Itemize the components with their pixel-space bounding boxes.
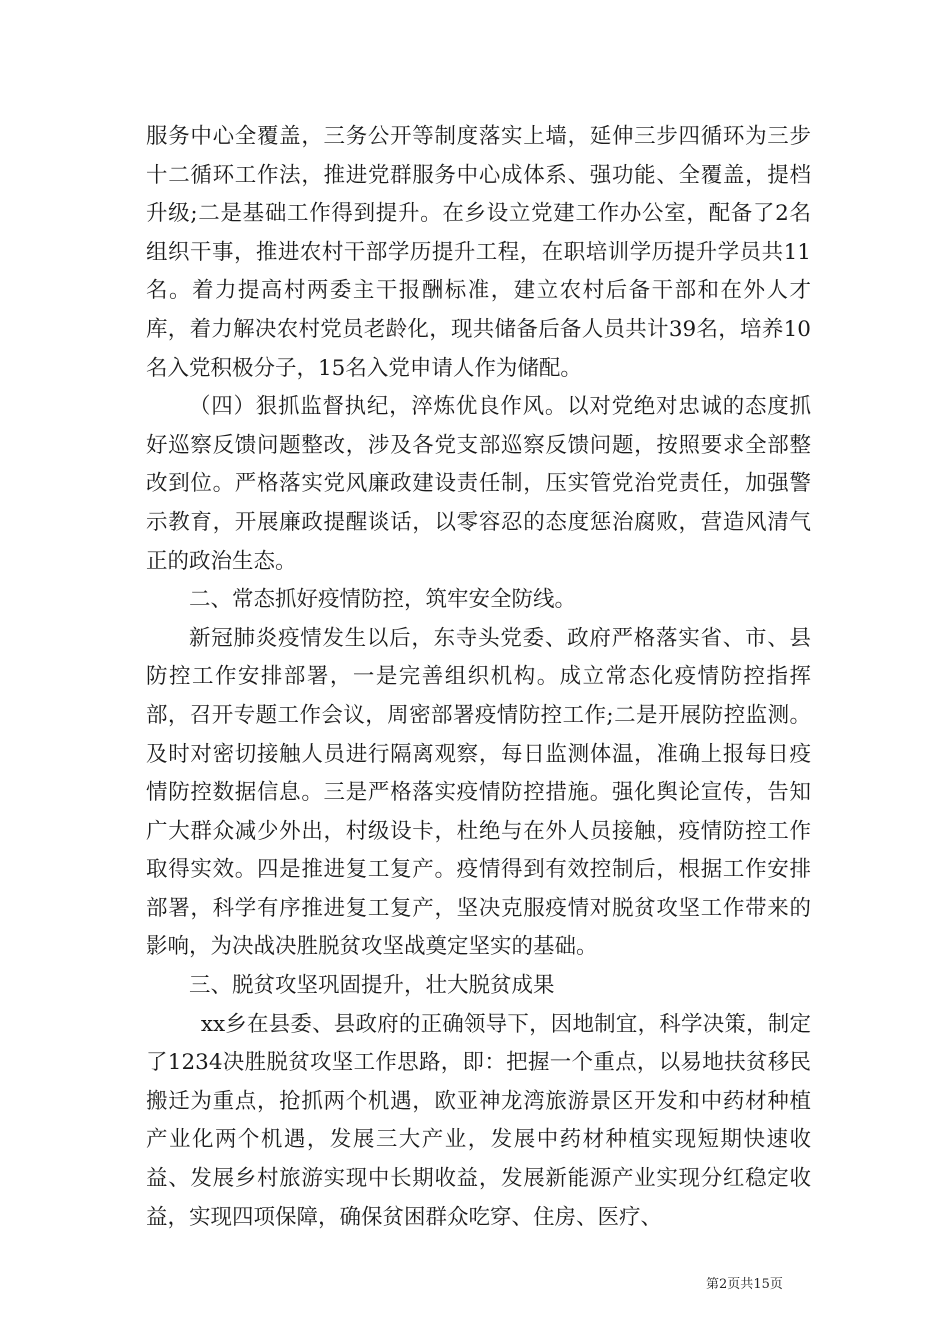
paragraph-poverty: xx乡在县委、县政府的正确领导下，因地制宜，科学决策，制定了1234决胜脱贫攻坚工作思路，即：把握一个重点，以易地扶贫移民搬迁为重点，抢抓两个机遇，欧亚神龙湾旅游景区开发和中药材种植产业化两个机遇，发展三大产业，发展中药材种植实现短期快速收益、发展乡村旅游实现中长期收益，发展新能源产业实现分红稳定收益，实现四项保障，确保贫困群众吃穿、住房、医疗、 [146,1011,811,1230]
paragraph-epidemic: 新冠肺炎疫情发生以后，东寺头党委、政府严格落实省、市、县防控工作安排部署，一是完善组织机构。成立常态化疫情防控指挥部，召开专题工作会议，周密部署疫情防控工作;二是开展防控监测。及时对密切接触人员进行隔离观察，每日监测体温，准确上报每日疫情防控数据信息。三是严格落实疫情防控措施。强化舆论宣传，告知广大群众减少外出，村级设卡，杜绝与在外人员接触，疫情防控工作取得实效。四是推进复工复产。疫情得到有效控制后，根据工作安排部署，科学有序推进复工复产，坚决克服疫情对脱贫攻坚工作带来的影响，为决战决胜脱贫攻坚战奠定坚实的基础。 [146,625,811,960]
page-middle: 页共 [727,1277,754,1292]
page-suffix: 页 [769,1277,783,1292]
section-heading-epidemic: 二、常态抓好疫情防控，筑牢安全防线。 [189,587,577,613]
document-body [146,118,811,1237]
section-heading-poverty: 三、脱贫攻坚巩固提升，壮大脱贫成果 [189,973,555,999]
page-prefix: 第 [706,1277,720,1292]
paragraph-supervision: （四）狠抓监督执纪，淬炼优良作风。以对党绝对忠诚的态度抓好巡察反馈问题整改，涉及各党支部巡察反馈问题，按照要求全部整改到位。严格落实党风廉政建设责任制，压实管党治党责任，加强警示教育，开展廉政提醒谈话，以零容忍的态度惩治腐败，营造风清气正的政治生态。 [146,394,811,574]
page-number-footer [706,1277,783,1293]
page-current: 2 [719,1277,728,1292]
page-total: 15 [753,1277,770,1292]
paragraph-continuation: 服务中心全覆盖，三务公开等制度落实上墙，延伸三步四循环为三步十二循环工作法，推进党群服务中心成体系、强功能、全覆盖，提档升级;二是基础工作得到提升。在乡设立党建工作办公室，配备了2名组织干事，推进农村干部学历提升工程，在职培训学历提升学员共11名。着力提高村两委主干报酬标准，建立农村后备干部和在外人才库，着力解决农村党员老龄化，现共储备后备人员共计39名，培养10名入党积极分子，15名入党申请人作为储配。 [146,124,811,381]
